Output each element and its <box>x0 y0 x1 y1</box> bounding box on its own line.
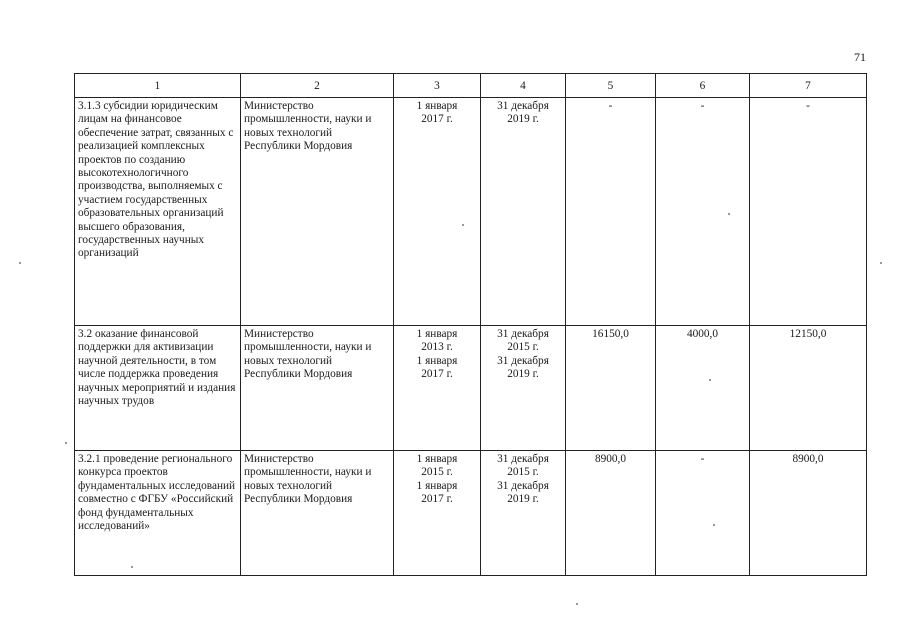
amount-col-7: 8900,0 <box>750 451 867 576</box>
scan-speck <box>713 524 715 526</box>
start-date-line: 2015 г. <box>421 466 453 479</box>
amount-col-6: - <box>656 98 750 326</box>
scan-speck <box>576 603 578 605</box>
scan-speck <box>709 379 711 381</box>
executor-cell: Министерство промышленности, науки и новых технологий Республики Мордовия <box>241 326 394 451</box>
executor-cell: Министерство промышленности, науки и новых технологий Республики Мордовия <box>241 451 394 576</box>
table-row <box>75 326 867 451</box>
table-row <box>75 451 867 576</box>
header-col-3: 3 <box>394 74 481 98</box>
start-date-cell <box>394 326 481 451</box>
end-date-line: 31 декабря <box>497 354 549 367</box>
header-col-4: 4 <box>481 74 566 98</box>
scan-speck <box>462 224 464 226</box>
measure-name-cell: 3.2.1 проведение регионального конкурса проектов фундаментальных исследований совместно с ФГБУ «Российский фонд фундаментальных исследований» <box>75 451 241 576</box>
end-date-line: 31 декабря <box>497 328 549 340</box>
end-date-cell <box>481 326 566 451</box>
start-date-line: 1 января <box>416 479 458 492</box>
end-date-line: 2019 г. <box>507 368 539 381</box>
executor-cell: Министерство промышленности, науки и новых технологий Республики Мордовия <box>241 98 394 326</box>
amount-col-5: 16150,0 <box>566 326 656 451</box>
header-col-5: 5 <box>566 74 656 98</box>
scan-speck <box>728 213 730 215</box>
header-col-1: 1 <box>75 74 241 98</box>
header-row <box>75 74 867 98</box>
header-col-7: 7 <box>750 74 867 98</box>
header-col-6: 6 <box>656 74 750 98</box>
end-date-cell <box>481 451 566 576</box>
end-date-line: 2015 г. <box>507 466 539 479</box>
end-date-line: 2015 г. <box>507 341 539 354</box>
start-date-line: 2017 г. <box>421 493 453 506</box>
end-date-line: 31 декабря <box>497 100 549 112</box>
end-date-line: 31 декабря <box>497 479 549 492</box>
end-date-line: 2019 г. <box>507 113 539 126</box>
start-date-cell <box>394 98 481 326</box>
measures-table <box>74 73 867 576</box>
amount-col-5: 8900,0 <box>566 451 656 576</box>
scan-speck <box>131 566 133 568</box>
scan-speck <box>880 262 882 264</box>
amount-col-7: 12150,0 <box>750 326 867 451</box>
start-date-cell <box>394 451 481 576</box>
amount-col-6: 4000,0 <box>656 326 750 451</box>
measure-name-cell: 3.2 оказание финансовой поддержки для активизации научной деятельности, в том числе поддержка проведения научных мероприятий и издания научных трудов <box>75 326 241 451</box>
start-date-line: 1 января <box>416 354 458 367</box>
start-date-line: 2013 г. <box>421 341 453 354</box>
start-date-line: 1 января <box>416 328 458 340</box>
table-row <box>75 98 867 326</box>
end-date-cell <box>481 98 566 326</box>
amount-col-7: - <box>750 98 867 326</box>
page-number: 71 <box>854 50 866 64</box>
measure-name-cell: 3.1.3 субсидии юридическим лицам на финансовое обеспечение затрат, связанных с реализацией комплексных проектов по созданию высокотехнологичного производства, выполняемых с участием государственных образовательных организаций высшего образования, государственных научных организаций <box>75 98 241 326</box>
amount-col-6: - <box>656 451 750 576</box>
start-date-line: 2017 г. <box>421 368 453 381</box>
amount-col-5: - <box>566 98 656 326</box>
end-date-line: 2019 г. <box>507 493 539 506</box>
start-date-line: 1 января <box>416 100 458 112</box>
scan-speck <box>65 442 67 444</box>
start-date-line: 1 января <box>416 453 458 465</box>
end-date-line: 31 декабря <box>497 453 549 465</box>
start-date-line: 2017 г. <box>421 113 453 126</box>
header-col-2: 2 <box>241 74 394 98</box>
scan-speck <box>19 262 21 264</box>
